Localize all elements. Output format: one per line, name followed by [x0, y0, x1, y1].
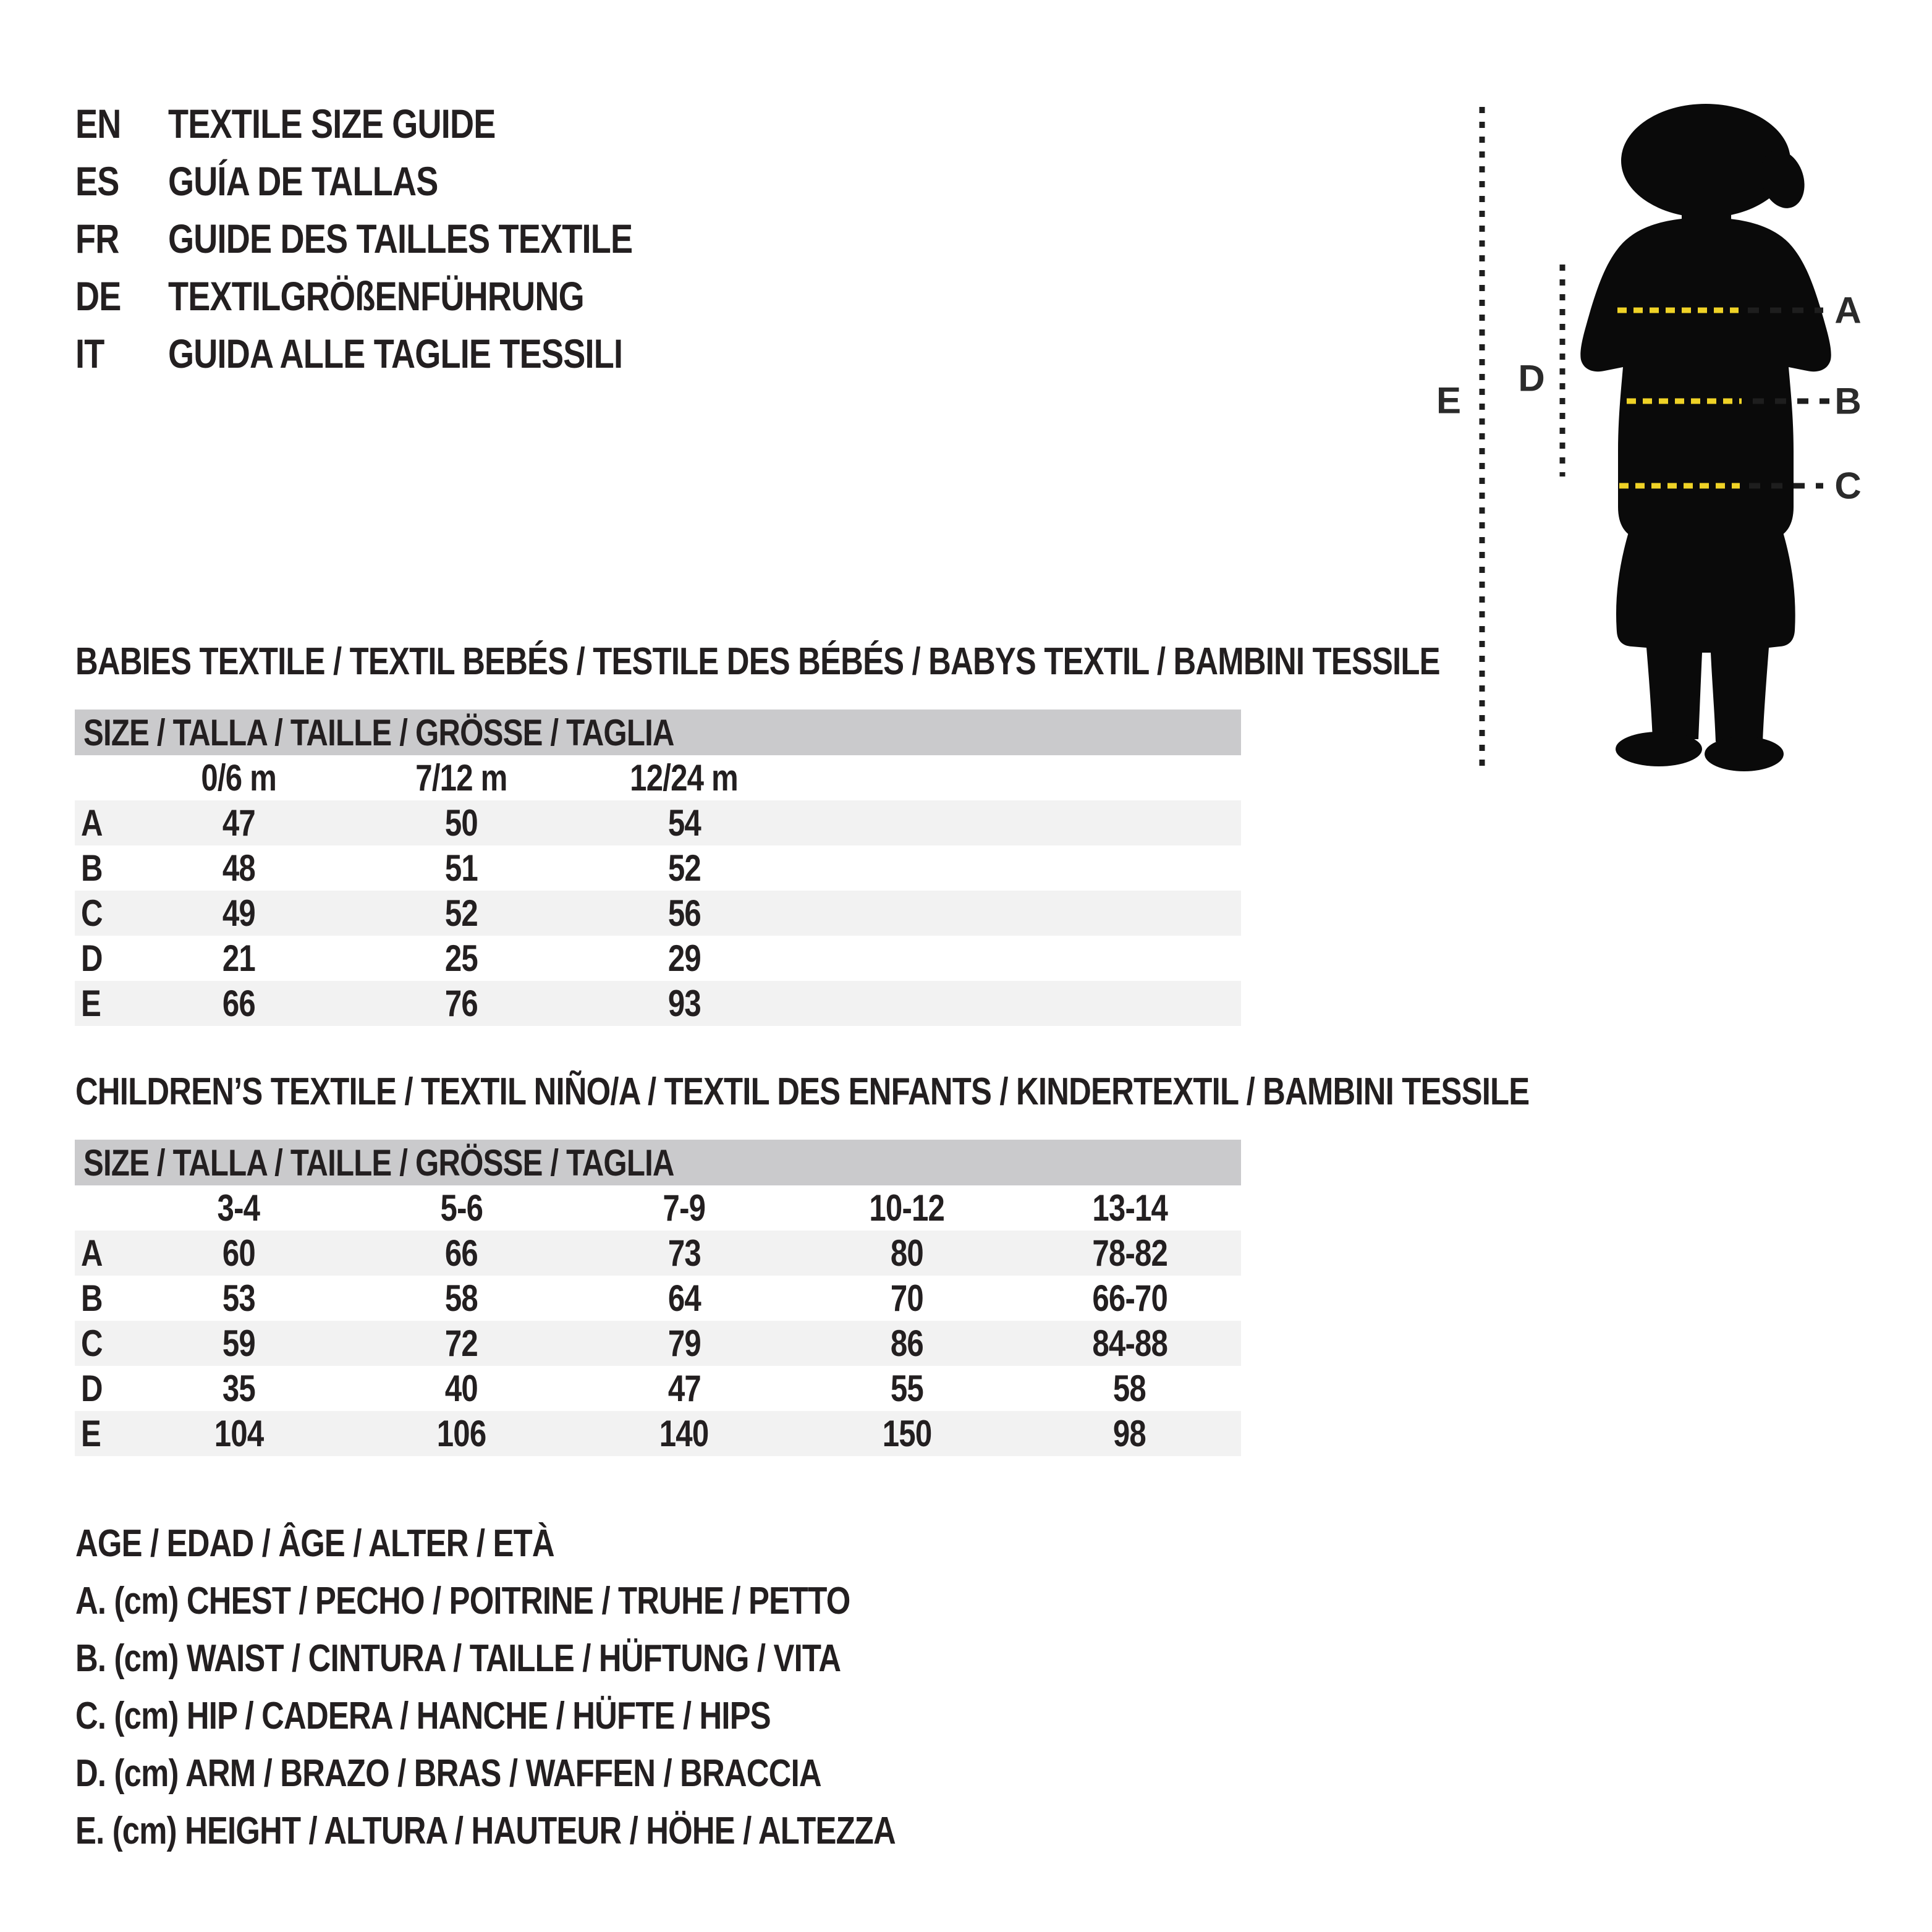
babies-columns-row — [75, 755, 1241, 800]
guide-title-en: TEXTILE SIZE GUIDE — [168, 100, 496, 146]
guide-title-it: GUIDA ALLE TAGLIE TESSILI — [168, 330, 623, 376]
language-row-de — [75, 267, 734, 324]
table-row: C 59 72 79 86 84-88 — [75, 1321, 1241, 1366]
babies-section-title: BABIES TEXTILE / TEXTIL BEBÉS / TESTILE DES BÉBÉS / BABYS TEXTIL / BAMBINI TESSILE — [75, 640, 1440, 683]
language-code: ES — [75, 158, 119, 204]
guide-title-de: TEXTILGRÖßENFÜHRUNG — [168, 273, 584, 319]
child-silhouette-diagram — [1419, 74, 1932, 822]
babies-col-2: 12/24 m — [630, 757, 739, 799]
children-size-header-band: SIZE / TALLA / TAILLE / GRÖSSE / TAGLIA — [75, 1140, 1241, 1185]
children-col-0: 3-4 — [217, 1187, 260, 1229]
measure-label-e: E — [1436, 379, 1462, 422]
legend-chest-line: A. (cm) CHEST / PECHO / POITRINE / TRUHE / PETTO — [75, 1580, 850, 1622]
legend-hip-line: C. (cm) HIP / CADERA / HANCHE / HÜFTE / HIPS — [75, 1695, 771, 1737]
table-row: B 53 58 64 70 66-70 — [81, 1277, 1167, 1319]
table-row: A 60 66 73 80 78-82 — [75, 1231, 1241, 1276]
language-row-it — [75, 324, 734, 382]
language-row-en — [75, 95, 734, 152]
legend-age-line: AGE / EDAD / ÂGE / ALTER / ETÀ — [75, 1522, 554, 1565]
legend-height-line: E. (cm) HEIGHT / ALTURA / HAUTEUR / HÖHE / ALTEZZA — [75, 1810, 896, 1852]
guide-title-fr: GUIDE DES TAILLES TEXTILE — [168, 215, 633, 261]
children-columns-row — [75, 1185, 1241, 1231]
table-row: B 48 51 52 — [81, 847, 701, 889]
guide-title-es: GUÍA DE TALLAS — [168, 158, 438, 204]
measure-label-a: A — [1834, 289, 1862, 331]
language-code: IT — [75, 330, 104, 376]
language-code: FR — [75, 215, 119, 261]
measure-label-d: D — [1518, 357, 1545, 399]
children-col-1: 5-6 — [440, 1187, 483, 1229]
children-section-title: CHILDREN’S TEXTILE / TEXTIL NIÑO/A / TEXTIL DES ENFANTS / KINDERTEXTIL / BAMBINI TESSILE — [75, 1070, 1530, 1113]
measurement-legend — [75, 1515, 1075, 1860]
legend-waist-line: B. (cm) WAIST / CINTURA / TAILLE / HÜFTUNG / VITA — [75, 1637, 841, 1680]
measure-label-c: C — [1834, 465, 1862, 507]
table-row: D 35 40 47 55 58 — [81, 1368, 1146, 1409]
table-row: E 104 106 140 150 98 — [75, 1411, 1241, 1456]
children-col-4: 13-14 — [1091, 1187, 1167, 1229]
language-code: EN — [75, 100, 121, 146]
language-code: DE — [75, 273, 121, 319]
babies-size-header-band: SIZE / TALLA / TAILLE / GRÖSSE / TAGLIA — [75, 710, 1241, 755]
language-title-block — [75, 95, 734, 382]
legend-arm-line: D. (cm) ARM / BRAZO / BRAS / WAFFEN / BRACCIA — [75, 1752, 821, 1795]
table-row: D 21 25 29 — [81, 938, 701, 979]
table-row: A 47 50 54 — [75, 800, 1241, 845]
language-row-es — [75, 152, 734, 210]
children-col-2: 7-9 — [663, 1187, 706, 1229]
language-row-fr — [75, 210, 734, 267]
children-col-3: 10-12 — [869, 1187, 945, 1229]
table-row: C 49 52 56 — [75, 891, 1241, 936]
babies-size-table — [75, 710, 1241, 1026]
measure-label-b: B — [1834, 380, 1862, 422]
babies-col-0: 0/6 m — [201, 757, 277, 799]
table-row: E 66 76 93 — [75, 981, 1241, 1026]
babies-col-1: 7/12 m — [415, 757, 507, 799]
children-size-table — [75, 1140, 1241, 1456]
